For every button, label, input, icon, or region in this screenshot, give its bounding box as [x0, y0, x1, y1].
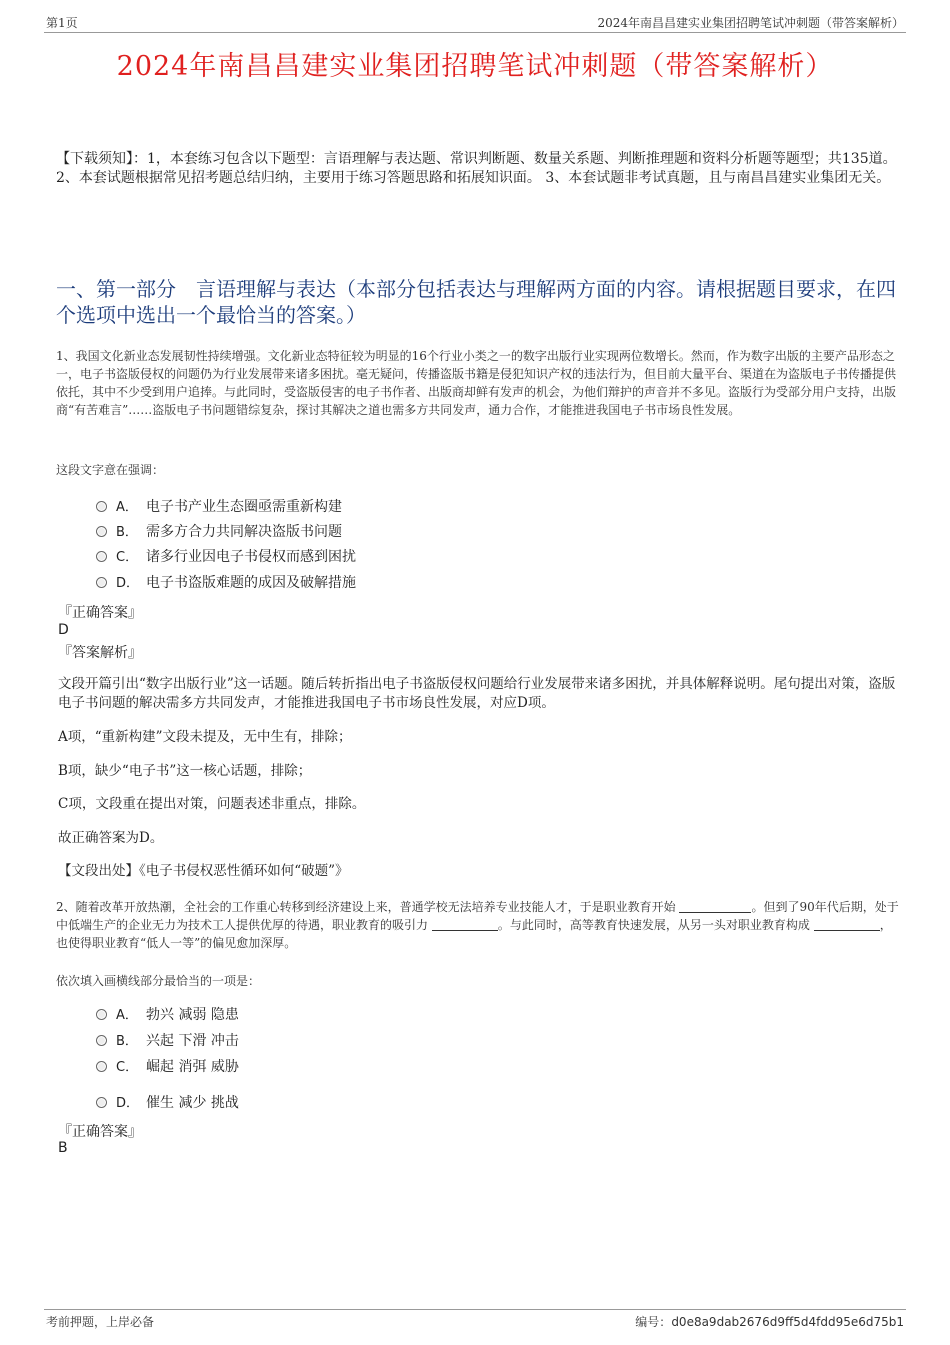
question-1-option-c[interactable]	[96, 547, 356, 567]
radio-icon[interactable]	[96, 501, 107, 512]
footer-code-label: 编号：	[635, 1315, 672, 1329]
download-notice: 【下载须知】：1，本套练习包含以下题型：言语理解与表达题、常识判断题、数量关系题、判断推理题和资料分析题等题型；共135道。 2、本套试题根据常见招考题总结归纳，主要用于练习答题思路和拓展知识面。 3、本套试题非考试真题，且与南昌昌建实业集团无关。	[56, 151, 897, 186]
footer-divider	[44, 1309, 906, 1310]
option-text: 催生 减少 挑战	[146, 1095, 239, 1111]
question-1-option-d[interactable]	[96, 573, 356, 593]
question-1-answer-label: 『正确答案』	[58, 605, 142, 621]
option-text: 兴起 下滑 冲击	[146, 1033, 239, 1049]
radio-icon[interactable]	[96, 1009, 107, 1020]
option-key: D．	[116, 576, 140, 591]
question-2-stem	[56, 898, 901, 952]
question-1-analysis-label: 『答案解析』	[58, 645, 142, 661]
option-text: 需多方合力共同解决盗版书问题	[146, 524, 342, 540]
question-1-conclusion: 故正确答案为D。	[58, 830, 164, 846]
answer-blank	[432, 918, 498, 931]
question-2-answer: B	[58, 1140, 68, 1156]
option-key: D．	[116, 1096, 140, 1111]
radio-icon[interactable]	[96, 1097, 107, 1108]
stem-text: 。但到了90年代后期，处于中低端生产的企业无力为技术工人提供优厚的待遇，职业教育的吸引力	[56, 900, 899, 932]
question-2-answer-label: 『正确答案』	[58, 1124, 142, 1140]
page-number: 第1页	[46, 16, 78, 30]
footer-code	[635, 1313, 904, 1330]
option-text: 勃兴 减弱 隐患	[146, 1007, 239, 1023]
question-1-analysis-c: C项，文段重在提出对策，问题表述非重点，排除。	[58, 796, 366, 812]
footer-slogan: 考前押题，上岸必备	[46, 1315, 155, 1329]
question-1-answer: D	[58, 622, 69, 638]
radio-icon[interactable]	[96, 1061, 107, 1072]
question-2-prompt: 依次填入画横线部分最恰当的一项是：	[56, 974, 261, 988]
question-1-source: 【文段出处】《电子书侵权恶性循环如何“破题”》	[58, 863, 349, 879]
header-divider	[44, 32, 906, 33]
option-key: C．	[116, 1060, 139, 1075]
question-1-option-a[interactable]	[96, 497, 342, 517]
question-2-option-d[interactable]	[96, 1093, 239, 1113]
question-1-analysis-b: B项，缺少“电子书”这一核心话题，排除；	[58, 763, 312, 779]
stem-text: 2、随着改革开放热潮，全社会的工作重心转移到经济建设上来，普通学校无法培养专业技能人才，于是职业教育开始	[56, 900, 676, 914]
document-title: 2024年南昌昌建实业集团招聘笔试冲刺题（带答案解析）	[116, 51, 834, 82]
option-text: 崛起 消弭 威胁	[146, 1059, 239, 1075]
question-1-option-b[interactable]	[96, 522, 342, 542]
radio-icon[interactable]	[96, 577, 107, 588]
question-2-option-c[interactable]	[96, 1057, 239, 1077]
option-key: A．	[116, 1008, 138, 1023]
option-key: A．	[116, 500, 138, 515]
question-1-analysis-a: A项，“重新构建”文段未提及，无中生有，排除；	[58, 729, 352, 745]
question-1-prompt: 这段文字意在强调：	[56, 463, 165, 477]
question-1-analysis-main: 文段开篇引出“数字出版行业”这一话题。随后转折指出电子书盗版侵权问题给行业发展带来诸多困扰，并具体解释说明。尾句提出对策，盗版电子书问题的解决需多方共同发声，才能推进我国电子书市场良性发展，对应D项。	[58, 676, 896, 711]
option-text: 电子书盗版难题的成因及破解措施	[146, 575, 356, 591]
option-text: 电子书产业生态圈亟需重新构建	[146, 499, 342, 515]
option-key: B．	[116, 1034, 138, 1049]
answer-blank	[814, 918, 880, 931]
question-2-option-a[interactable]	[96, 1005, 239, 1025]
header-doc-title: 2024年南昌昌建实业集团招聘笔试冲刺题（带答案解析）	[597, 16, 904, 30]
question-1-stem: 1、我国文化新业态发展韧性持续增强。文化新业态特征较为明显的16个行业小类之一的数字出版行业实现两位数增长。然而，作为数字出版的主要产品形态之一，电子书盗版侵权的问题仍为行业发展带来诸多困扰。毫无疑问，传播盗版书籍是侵犯知识产权的违法行为，但目前大量平台、渠道在为盗版电子书传播提供依托，其中不少受到用户追捧。与此同时，受盗版侵害的电子书作者、出版商却鲜有发声的机会，为他们辩护的声音并不多见。盗版行为受部分用户支持，出版商“有苦难言”……盗版电子书问题错综复杂，探讨其解决之道也需多方共同发声，通力合作，才能推进我国电子书市场良性发展。	[56, 349, 897, 417]
section-heading: 一、第一部分 言语理解与表达（本部分包括表达与理解两方面的内容。请根据题目要求，在四个选项中选出一个最恰当的答案。）	[56, 277, 896, 327]
answer-blank	[679, 900, 751, 913]
option-key: C．	[116, 550, 139, 565]
stem-text: 。与此同时，高等教育快速发展，从另一头对职业教育构成	[497, 918, 810, 932]
question-2-option-b[interactable]	[96, 1031, 239, 1051]
option-text: 诸多行业因电子书侵权而感到困扰	[146, 549, 356, 565]
stem-text: ，也使得职业教育“低人一等”的偏见愈加深厚。	[56, 918, 892, 950]
radio-icon[interactable]	[96, 1035, 107, 1046]
footer-code-value: d0e8a9dab2676d9ff5d4fdd95e6d75b1	[671, 1315, 904, 1329]
radio-icon[interactable]	[96, 551, 107, 562]
option-key: B．	[116, 525, 138, 540]
radio-icon[interactable]	[96, 526, 107, 537]
